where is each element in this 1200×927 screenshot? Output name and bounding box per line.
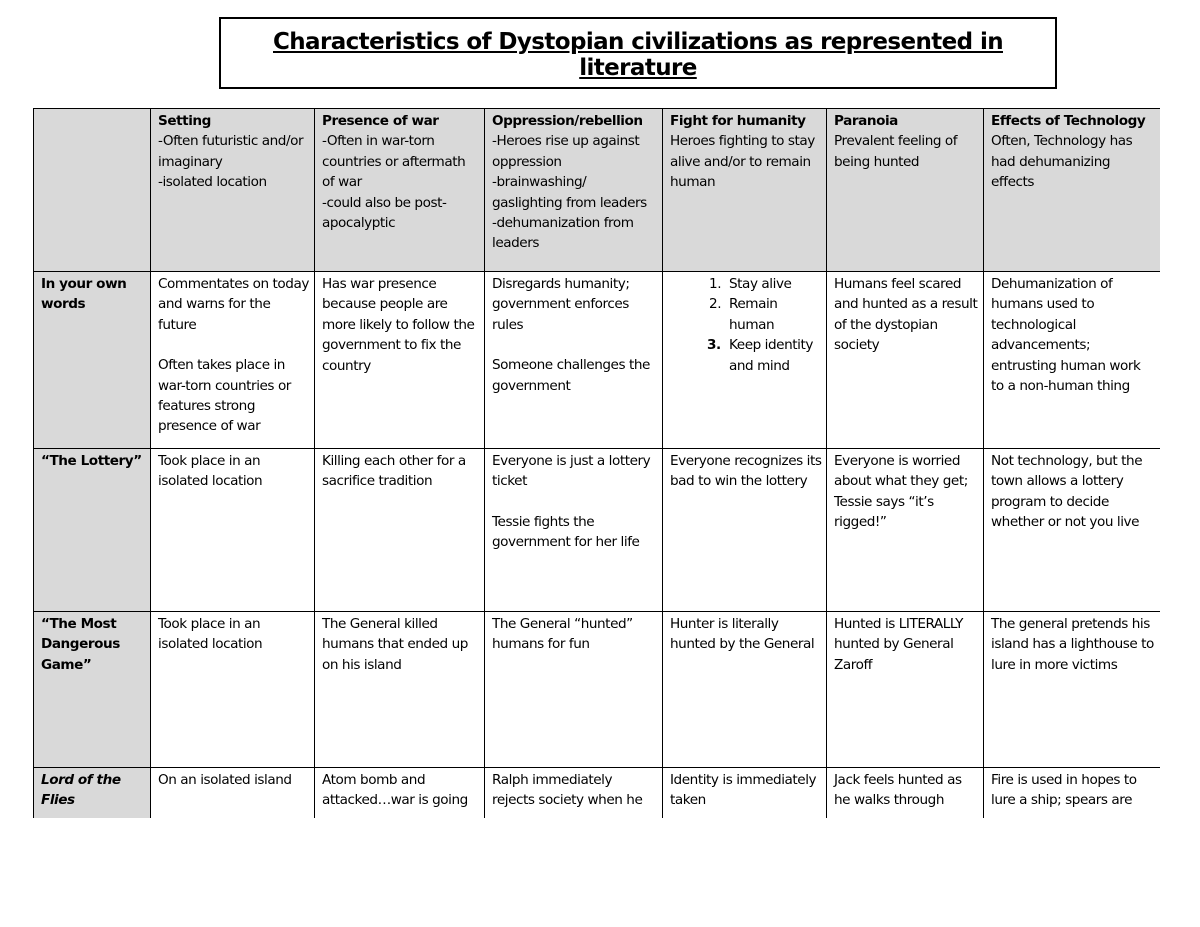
cell-war xyxy=(315,272,485,449)
table-row-lord-of-the-flies xyxy=(34,768,1161,819)
cell-text: On an isolated island xyxy=(158,772,292,788)
table-row-lottery xyxy=(34,449,1161,612)
cell-text: Everyone is worried about what they get; Tessie says “it’s rigged!” xyxy=(834,453,972,531)
cell-technology xyxy=(984,272,1161,449)
title-box xyxy=(219,17,1057,89)
cell-text: Tessie fights the government for her life xyxy=(492,513,640,551)
cell-war xyxy=(315,449,485,612)
header-note: Heroes fighting to stay alive and/or to remain human xyxy=(670,133,819,191)
cell-setting xyxy=(151,272,315,449)
cell-paranoia xyxy=(827,612,984,768)
header-cell-setting xyxy=(151,109,315,272)
cell-technology xyxy=(984,449,1161,612)
row-label: Lord of the Flies xyxy=(34,768,151,819)
header-cell-war xyxy=(315,109,485,272)
cell-text: Identity is immediately taken xyxy=(670,772,820,809)
document-title: Characteristics of Dystopian civilizations as represented in literature xyxy=(273,29,1003,81)
cell-oppression xyxy=(485,272,663,449)
cell-technology xyxy=(984,768,1161,819)
cell-text: Fire is used in hopes to lure a ship; spears are xyxy=(991,772,1141,809)
characteristics-table-wrapper xyxy=(33,108,1160,818)
header-note: Prevalent feeling of being hunted xyxy=(834,133,962,170)
cell-text: Not technology, but the town allows a lottery program to decide whether or not you live xyxy=(991,453,1146,531)
header-title: Effects of Technology xyxy=(991,113,1146,129)
cell-paranoia xyxy=(827,272,984,449)
cell-oppression xyxy=(485,612,663,768)
list-item: 1. Stay alive xyxy=(725,274,822,294)
header-note: -dehumanization from leaders xyxy=(492,215,638,252)
cell-text: The General “hunted” humans for fun xyxy=(492,616,637,653)
cell-text: Everyone recognizes its bad to win the lottery xyxy=(670,453,826,490)
cell-text: Disregards humanity; government enforces rules xyxy=(492,276,634,333)
cell-text: Ralph immediately rejects society when he xyxy=(492,772,643,809)
row-label: “The Lottery” xyxy=(34,449,151,612)
header-cell-paranoia xyxy=(827,109,984,272)
header-title: Presence of war xyxy=(322,113,439,129)
cell-paranoia xyxy=(827,449,984,612)
cell-text: Someone challenges the government xyxy=(492,357,654,394)
cell-text: Jack feels hunted as he walks through xyxy=(834,772,966,809)
header-cell-technology xyxy=(984,109,1161,272)
header-cell-humanity xyxy=(663,109,827,272)
cell-text: Atom bomb and attacked…war is going xyxy=(322,772,468,809)
cell-text: Humans feel scared and hunted as a result of the dystopian society xyxy=(834,276,982,354)
characteristics-table xyxy=(33,108,1160,818)
cell-text: Commentates on today and warns for the future xyxy=(158,276,313,333)
cell-text: Hunter is literally hunted by the General xyxy=(670,616,815,653)
header-note: -Heroes rise up against oppression xyxy=(492,133,644,170)
row-label: In your own words xyxy=(34,272,151,449)
cell-setting xyxy=(151,612,315,768)
cell-humanity xyxy=(663,768,827,819)
cell-text: The general pretends his island has a lighthouse to lure in more victims xyxy=(991,616,1158,673)
cell-text: Hunted is LITERALLY hunted by General Zaroff xyxy=(834,616,967,673)
cell-setting xyxy=(151,768,315,819)
cell-humanity xyxy=(663,612,827,768)
cell-text: Everyone is just a lottery ticket xyxy=(492,453,655,490)
list-item: 3. Keep identity and mind xyxy=(725,335,822,376)
row-label: “The Most Dangerous Game” xyxy=(34,612,151,768)
header-title: Setting xyxy=(158,113,211,129)
table-row-dangerous-game xyxy=(34,612,1161,768)
header-title: Fight for humanity xyxy=(670,113,806,129)
list-item: 2. Remain human xyxy=(725,294,822,335)
cell-text: The General killed humans that ended up on his island xyxy=(322,616,472,673)
cell-setting xyxy=(151,449,315,612)
cell-humanity xyxy=(663,449,827,612)
cell-oppression xyxy=(485,768,663,819)
cell-paranoia xyxy=(827,768,984,819)
header-corner-cell xyxy=(34,109,151,272)
header-cell-oppression xyxy=(485,109,663,272)
numbered-list xyxy=(670,274,822,376)
cell-text: Often takes place in war-torn countries or features strong presence of war xyxy=(158,357,295,435)
header-note: -Often in war-torn countries or aftermath of war xyxy=(322,133,470,191)
cell-humanity xyxy=(663,272,827,449)
header-note: -brainwashing/ gaslighting from leaders xyxy=(492,174,647,211)
cell-text: Has war presence because people are more likely to follow the government to fix the country xyxy=(322,276,479,374)
header-note: Often, Technology has had dehumanizing effects xyxy=(991,133,1137,191)
cell-text: Dehumanization of humans used to technological advancements; entrusting human work to a non-human thing xyxy=(991,276,1145,395)
header-note: -Often futuristic and/or imaginary xyxy=(158,133,307,170)
cell-text: Took place in an isolated location xyxy=(158,616,265,653)
cell-technology xyxy=(984,612,1161,768)
cell-text: Took place in an isolated location xyxy=(158,453,265,490)
cell-oppression xyxy=(485,449,663,612)
cell-war xyxy=(315,612,485,768)
header-note: -isolated location xyxy=(158,174,267,191)
cell-text: Killing each other for a sacrifice tradition xyxy=(322,453,470,490)
header-row xyxy=(34,109,1161,272)
header-title: Oppression/rebellion xyxy=(492,113,643,129)
cell-war xyxy=(315,768,485,819)
table-row-own-words xyxy=(34,272,1161,449)
header-title: Paranoia xyxy=(834,113,898,129)
header-note: -could also be post-apocalyptic xyxy=(322,194,447,232)
